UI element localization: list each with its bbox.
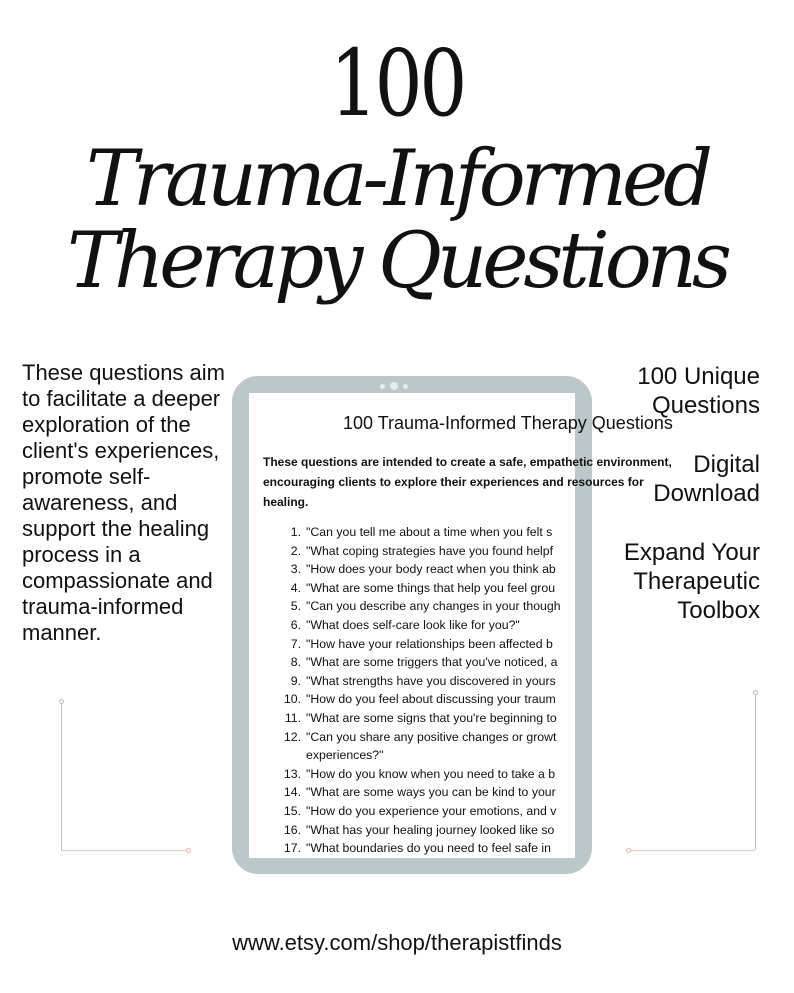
- question-item: [263, 802, 683, 821]
- question-text: "What coping strategies have you found helpf: [306, 543, 554, 558]
- question-item: [263, 728, 683, 765]
- question-number: 9.: [290, 673, 301, 688]
- question-item: [263, 616, 683, 635]
- question-item: [263, 821, 683, 840]
- left-decor-horizontal-line: [61, 850, 187, 851]
- question-text: "What are some ways you can be kind to your: [306, 785, 556, 800]
- question-number: 5.: [290, 599, 301, 614]
- question-text: "What has your healing journey looked like so: [306, 822, 555, 837]
- question-number: 8.: [290, 655, 301, 670]
- question-item: [263, 839, 683, 858]
- question-number: 11.: [284, 710, 301, 725]
- feature-toolbox: Expand Your Therapeutic Toolbox: [623, 539, 760, 624]
- question-number: 1.: [290, 525, 301, 539]
- question-text: "What boundaries do you need to feel safe in: [306, 841, 552, 856]
- tablet-screen: [249, 393, 673, 858]
- feature-digital-download: Digital Download: [653, 451, 760, 507]
- question-number: 10.: [283, 692, 301, 707]
- title-number: 100: [329, 30, 465, 137]
- question-item: [263, 635, 683, 654]
- question-item: [263, 597, 683, 616]
- question-text: "What are some triggers that you've noticed, a: [306, 655, 558, 670]
- shop-url: www.etsy.com/shop/therapistfinds: [232, 930, 562, 955]
- question-text: "How does your body react when you think ab: [306, 562, 556, 577]
- question-item: [263, 579, 683, 598]
- question-text-continuation: experiences?": [306, 748, 384, 763]
- question-text: "How do you experience your emotions, and v: [306, 803, 557, 818]
- question-text: "How have your relationships been affected b: [306, 636, 553, 651]
- question-text: "How do you know when you need to take a b: [306, 766, 556, 781]
- document-intro: These questions are intended to create a safe, empathetic environment, encouraging clients to explore their experiences and resources for healing.: [263, 455, 672, 509]
- feature-unique-questions: 100 Unique Questions: [637, 363, 760, 419]
- right-decor-vertical-line: [755, 695, 756, 850]
- title-line-1: Trauma-Informed: [85, 134, 709, 224]
- tablet-mockup: [232, 376, 673, 874]
- question-item: [263, 560, 683, 579]
- question-text: "What are some signs that you're beginning to: [306, 710, 557, 725]
- document-title: 100 Trauma-Informed Therapy Questions: [343, 413, 673, 433]
- question-number: 17.: [283, 841, 301, 856]
- question-number: 14.: [283, 785, 301, 800]
- question-item: [263, 542, 683, 561]
- question-text: "Can you tell me about a time when you felt s: [306, 525, 553, 539]
- question-item: [263, 672, 683, 691]
- question-number: 2.: [290, 543, 301, 558]
- question-item: [263, 783, 683, 802]
- question-text: "Can you share any positive changes or growt: [306, 729, 557, 744]
- question-item: [263, 523, 683, 542]
- question-text: "What are some things that help you feel grou: [306, 580, 556, 595]
- question-number: 6.: [290, 617, 301, 632]
- tablet-camera: [380, 382, 408, 390]
- question-list: [263, 523, 683, 858]
- question-number: 16.: [283, 822, 301, 837]
- question-number: 3.: [290, 562, 301, 577]
- question-number: 4.: [290, 580, 301, 595]
- title-line-2: Therapy Questions: [67, 216, 727, 306]
- question-number: 7.: [290, 636, 301, 651]
- question-number: 13.: [283, 766, 301, 781]
- question-number: 12.: [283, 729, 301, 744]
- question-text: "What does self-care look like for you?": [306, 617, 520, 632]
- question-item: [263, 709, 683, 728]
- left-line-end-dot: [186, 848, 191, 853]
- question-text: "Can you describe any changes in your though: [306, 599, 561, 614]
- question-item: [263, 653, 683, 672]
- question-text: "What strengths have you discovered in yours: [306, 673, 556, 688]
- question-item: [263, 765, 683, 784]
- left-decor-vertical-line: [61, 704, 62, 850]
- question-text: "How do you feel about discussing your traum: [306, 692, 556, 707]
- question-number: 15.: [283, 803, 301, 818]
- question-item: [263, 690, 683, 709]
- left-description: These questions aim to facilitate a deeper exploration of the client's experiences, promote self-awareness, and support the healing process in a compassionate and trauma-informed manner.: [22, 360, 225, 645]
